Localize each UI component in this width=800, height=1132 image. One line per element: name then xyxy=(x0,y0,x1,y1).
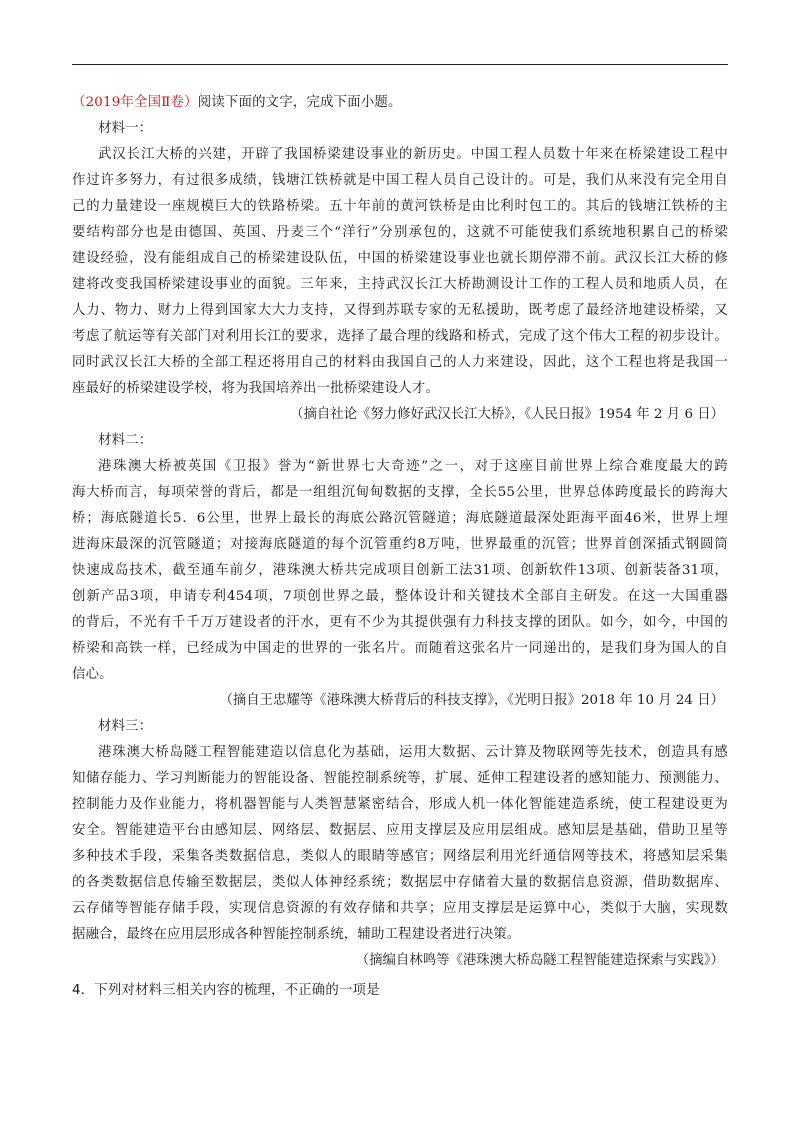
paragraph-line: 人力、物力、财力上得到国家大大力支持，又得到苏联专家的无私援助，既考虑了最经济地建设桥梁，又 xyxy=(72,303,728,318)
paragraph-line: 信心。 xyxy=(72,667,113,682)
paragraph-line: 控制能力及作业能力，将机器智能与人类智慧紧密结合，形成人机一体化智能建造系统，使工程建设更为 xyxy=(72,797,728,812)
paragraph-line: 进海床最深的沉管隧道；对接海底隧道的每个沉管重约8万吨，世界最重的沉管；世界首创深插式钢圆筒 xyxy=(72,537,728,552)
paragraph-line: 桥；海底隧道长5．6公里，世界上最长的海底公路沉管隧道；海底隧道最深处距海平面46米，世界上埋 xyxy=(72,511,728,526)
paragraph-line: 港珠澳大桥岛隧工程智能建造以信息化为基础，运用大数据、云计算及物联网等先技术，创造具有感 xyxy=(98,745,728,760)
paragraph-line: 的背后，不光有千千万万建设者的汗水，更有不少为其提供强有力科技支撑的团队。如今，如今，中国的 xyxy=(72,615,728,630)
paragraph-line: 多种技术手段，采集各类数据信息，类似人的眼睛等感官；网络层利用光纤通信网等技术，将感知层采集 xyxy=(72,849,728,864)
document-body xyxy=(72,90,728,1004)
exam-source-tag: （2019年全国Ⅱ卷） xyxy=(72,95,198,110)
material-label: 材料一： xyxy=(98,121,153,136)
material-label: 材料二： xyxy=(98,433,153,448)
paragraph-line: 己的力量建设一座规模巨大的铁路桥梁。五十年前的黄河铁桥是由比利时包工的。其后的钱塘江铁桥的主 xyxy=(72,199,728,214)
material-3 xyxy=(72,714,728,974)
paragraph-line: 快速成岛技术，截至通车前夕，港珠澳大桥共完成项目创新工法31项、创新软件13项、创新装备31项， xyxy=(72,563,728,578)
material-source: （摘编自林鸣等《港珠澳大桥岛隧工程智能建造探索与实践》） xyxy=(355,953,724,968)
paragraph-line: 同时武汉长江大桥的全部工程还将用自己的材料由我国自己的人力来建设，因此，这个工程也将是我国一 xyxy=(72,355,728,370)
material-2 xyxy=(72,428,728,714)
paragraph-line: 创新产品3项，申请专利454项，7项创世界之最，整体设计和关键技术全部自主研发。在这一大国重器 xyxy=(72,589,728,604)
paragraph-line: 的各类数据信息传输至数据层，类似人体神经系统；数据层中存储着大量的数据信息资源，借助数据库、 xyxy=(72,875,728,890)
paragraph-line: 考虑了航运等有关部门对利用长江的要求，选择了最合理的线路和桥式，完成了这个伟大工程的初步设计。 xyxy=(72,329,728,344)
paragraph-line: 建将改变我国桥梁建设事业的面貌。三年来，主持武汉长江大桥勘测设计工作的工程人员和地质人员，在 xyxy=(72,277,728,292)
material-source: （摘自社论《努力修好武汉长江大桥》，《人民日报》1954 年 2 月 6 日） xyxy=(290,407,724,422)
top-rule xyxy=(72,64,728,65)
paragraph-line: 座最好的桥梁建设学校，将为我国培养出一批桥梁建设人才。 xyxy=(72,381,439,396)
material-source: （摘自王忠耀等《港珠澳大桥背后的科技支撑》，《光明日报》2018 年 10 月 24 日） xyxy=(219,693,724,708)
paragraph-line: 云存储等智能存储手段，实现信息资源的有效存储和共享；应用支撑层是运算中心，类似于大脑，实现数 xyxy=(72,901,728,916)
question-4: 4．下列对材料三相关内容的梳理，不正确的一项是 xyxy=(72,983,380,998)
paragraph-line: 要结构部分也是由德国、英国、丹麦三个“洋行”分别承包的，这就不可能使我们系统地积累自己的桥梁 xyxy=(72,225,728,240)
material-label: 材料三： xyxy=(98,719,153,734)
material-1 xyxy=(72,116,728,428)
instruction-text: 阅读下面的文字，完成下面小题。 xyxy=(197,95,402,110)
paragraph-line: 据融合，最终在应用层形成各种智能控制系统，辅助工程建设者进行决策。 xyxy=(72,927,521,942)
paragraph-line: 海大桥而言，每项荣誉的背后，都是一组组沉甸甸数据的支撑，全长55公里，世界总体跨度最长的跨海大 xyxy=(72,485,728,500)
paragraph-line: 作过许多努力，有过很多成绩，钱塘江铁桥就是中国工程人员自己设计的。可是，我们从来没有完全用自 xyxy=(72,173,728,188)
intro-line xyxy=(72,90,728,116)
paragraph-line: 建设经验，没有能组成自己的桥梁建设队伍，中国的桥梁建设事业也就长期停滞不前。武汉长江大桥的修 xyxy=(72,251,728,266)
paragraph-line: 知储存能力、学习判断能力的智能设备、智能控制系统等，扩展、延伸工程建设者的感知能力、预测能力、 xyxy=(72,771,728,786)
paragraph-line: 港珠澳大桥被英国《卫报》誉为“新世界七大奇迹”之一，对于这座目前世界上综合难度最大的跨 xyxy=(98,459,728,474)
paragraph-line: 安全。智能建造平台由感知层、网络层、数据层、应用支撑层及应用层组成。感知层是基础，借助卫星等 xyxy=(72,823,728,838)
paragraph-line: 桥梁和高铁一样，已经成为中国走的世界的一张名片。而随着这张名片一同递出的，是我们身为国人的自 xyxy=(72,641,728,656)
paragraph-line: 武汉长江大桥的兴建，开辟了我国桥梁建设事业的新历史。中国工程人员数十年来在桥梁建设工程中 xyxy=(98,147,728,162)
